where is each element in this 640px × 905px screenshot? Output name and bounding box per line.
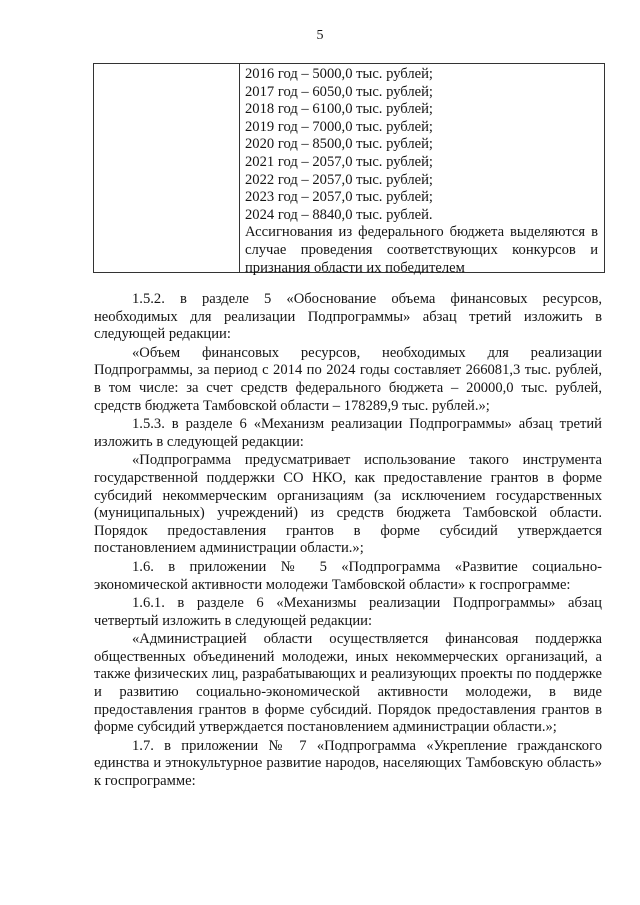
- funding-year-line: 2021 год – 2057,0 тыс. рублей;: [245, 153, 433, 170]
- paragraph-1-7: 1.7. в приложении № 7 «Подпрограмма «Укрепление гражданского единства и этнокультурное развитие народов, населяющих Тамбовскую область» к госпрограмме:: [94, 737, 602, 790]
- paragraph-support-quote: «Администрацией области осуществляется финансовая поддержка общественных объединений молодежи, иных некоммерческих организаций, а также физических лиц, разрабатывающих и реализующих проекты по поддержке и развитию социально-экономической активности молодежи, в виде предоставления грантов в форме субсидий. Порядок предоставления грантов в форме субсидий утверждается постановлением администрации области.»;: [94, 631, 602, 736]
- paragraph-funding-quote: «Объем финансовых ресурсов, необходимых для реализации Подпрограммы, за период с 2014 по 2024 годы составляет 266081,3 тыс. рублей, в том числе: за счет средств федерального бюджета – 20000,0 тыс. рублей, средств бюджета Тамбовской области – 178289,9 тыс. рублей.»;: [94, 344, 602, 414]
- paragraph-1-5-3: 1.5.3. в разделе 6 «Механизм реализации Подпрограммы» абзац третий изложить в следующей редакции:: [94, 416, 602, 450]
- paragraph-1-5-2: 1.5.2. в разделе 5 «Обоснование объема финансовых ресурсов, необходимых для реализации Подпрограммы» абзац третий изложить в следующей редакции:: [94, 291, 602, 343]
- page-number: 5: [316, 28, 324, 43]
- funding-year-line: 2023 год – 2057,0 тыс. рублей;: [245, 189, 433, 206]
- funding-year-line: 2020 год – 8500,0 тыс. рублей;: [245, 136, 433, 153]
- funding-year-line: 2024 год – 8840,0 тыс. рублей.: [245, 206, 433, 223]
- table-label-cell: [94, 64, 240, 272]
- funding-table: [93, 63, 605, 276]
- funding-year-line: 2018 год – 6100,0 тыс. рублей;: [245, 101, 433, 118]
- funding-year-line: 2022 год – 2057,0 тыс. рублей;: [245, 171, 433, 188]
- funding-year-line: 2016 год – 5000,0 тыс. рублей;: [245, 66, 433, 82]
- federal-budget-note: Ассигнования из федерального бюджета выделяются в случае проведения соответствующих конкурсов и признания области их победителем: [245, 224, 598, 276]
- table-value-cell: [240, 64, 604, 276]
- funding-year-line: 2017 год – 6050,0 тыс. рублей;: [245, 83, 433, 100]
- paragraph-mechanism-quote: «Подпрограмма предусматривает использование такого инструмента государственной поддержки СО НКО, как предоставление грантов в форме субсидий некоммерческим организациям (за исключением государственных (муниципальных) учреждений) из средств бюджета Тамбовской области. Порядок предоставления грантов в форме субсидий утверждается постановлением администрации области.»;: [94, 452, 602, 557]
- paragraph-1-6: 1.6. в приложении № 5 «Подпрограмма «Развитие социально-экономической активности молодежи Тамбовской области» к госпрограмме:: [94, 558, 602, 593]
- document-body: [94, 291, 602, 792]
- paragraph-1-6-1: 1.6.1. в разделе 6 «Механизмы реализации Подпрограммы» абзац четвертый изложить в следующей редакции:: [94, 595, 602, 629]
- funding-year-line: 2019 год – 7000,0 тыс. рублей;: [245, 118, 433, 135]
